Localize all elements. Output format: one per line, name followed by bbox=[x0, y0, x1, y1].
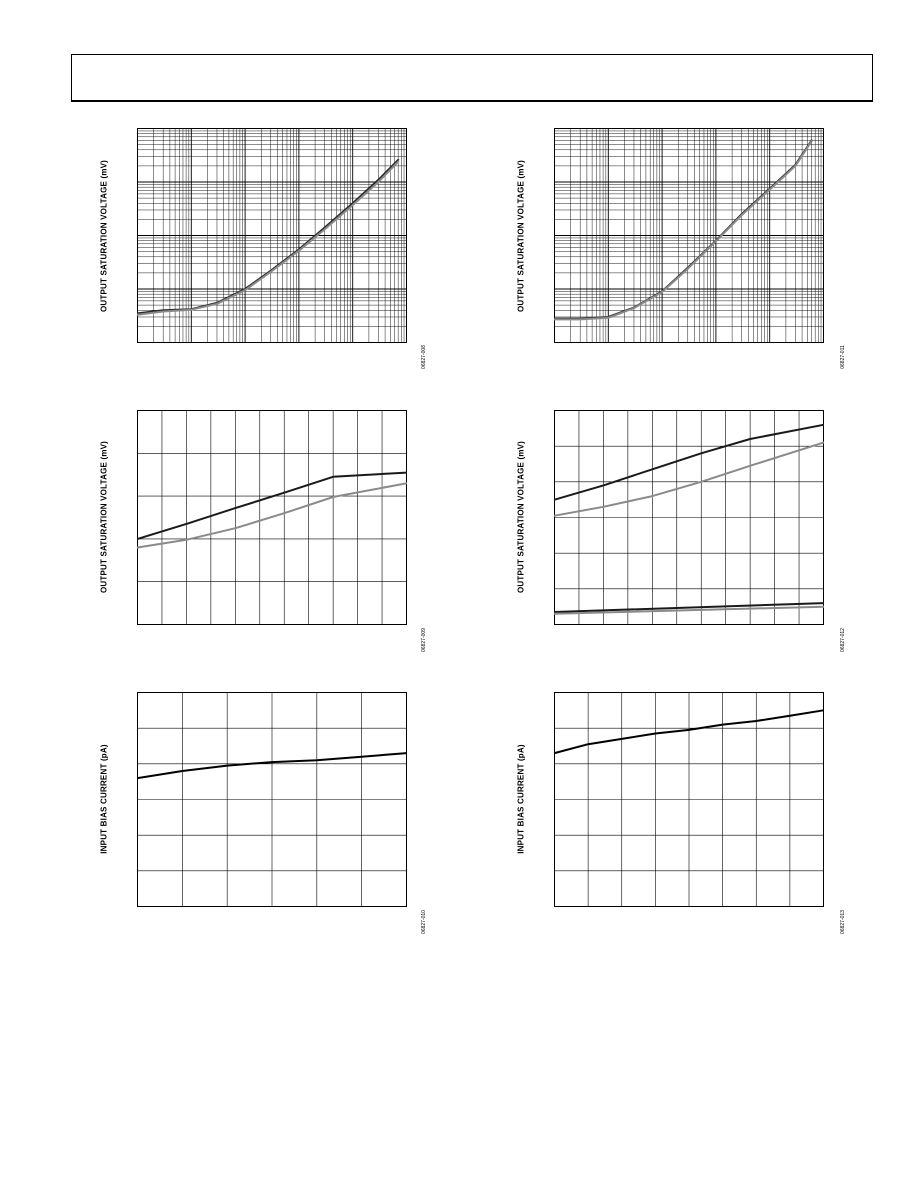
chart-3-plot bbox=[137, 410, 407, 625]
chart-5-grid bbox=[137, 692, 407, 907]
chart-6-grid bbox=[554, 692, 824, 907]
chart-3-series-1 bbox=[138, 473, 407, 539]
chart-4-plot bbox=[554, 410, 824, 625]
chart-3-figure-id: 06827-009 bbox=[421, 628, 427, 652]
chart-2-series-1 bbox=[555, 140, 812, 318]
chart-2-y-axis-label: OUTPUT SATURATION VOLTAGE (mV) bbox=[516, 159, 526, 313]
chart-4-y-axis-label: OUTPUT SATURATION VOLTAGE (mV) bbox=[516, 440, 526, 594]
chart-3-series-2 bbox=[138, 483, 407, 547]
chart-6-plot bbox=[554, 692, 824, 907]
chart-2-series-2 bbox=[555, 141, 812, 319]
chart-1-plot bbox=[137, 128, 407, 343]
chart-3-y-axis-label: OUTPUT SATURATION VOLTAGE (mV) bbox=[99, 440, 109, 594]
chart-5-y-axis-label: INPUT BIAS CURRENT (pA) bbox=[99, 744, 109, 854]
chart-5-plot bbox=[137, 692, 407, 907]
chart-4-series-2 bbox=[555, 443, 824, 516]
chart-1-y-axis-label: OUTPUT SATURATION VOLTAGE (mV) bbox=[99, 159, 109, 313]
chart-2-grid bbox=[554, 128, 824, 343]
chart-4-figure-id: 06827-012 bbox=[840, 628, 846, 652]
page-header-frame bbox=[71, 54, 873, 102]
chart-6-figure-id: 06827-013 bbox=[840, 910, 846, 934]
chart-4-series-1 bbox=[555, 425, 824, 500]
chart-1-figure-id: 06827-008 bbox=[421, 345, 427, 369]
chart-5-figure-id: 06827-010 bbox=[421, 910, 427, 934]
chart-1-series-1 bbox=[138, 160, 399, 314]
chart-6-y-axis-label: INPUT BIAS CURRENT (pA) bbox=[516, 744, 526, 854]
chart-2-figure-id: 06827-011 bbox=[840, 345, 846, 369]
chart-2-plot bbox=[554, 128, 824, 343]
chart-4-grid bbox=[554, 410, 824, 625]
